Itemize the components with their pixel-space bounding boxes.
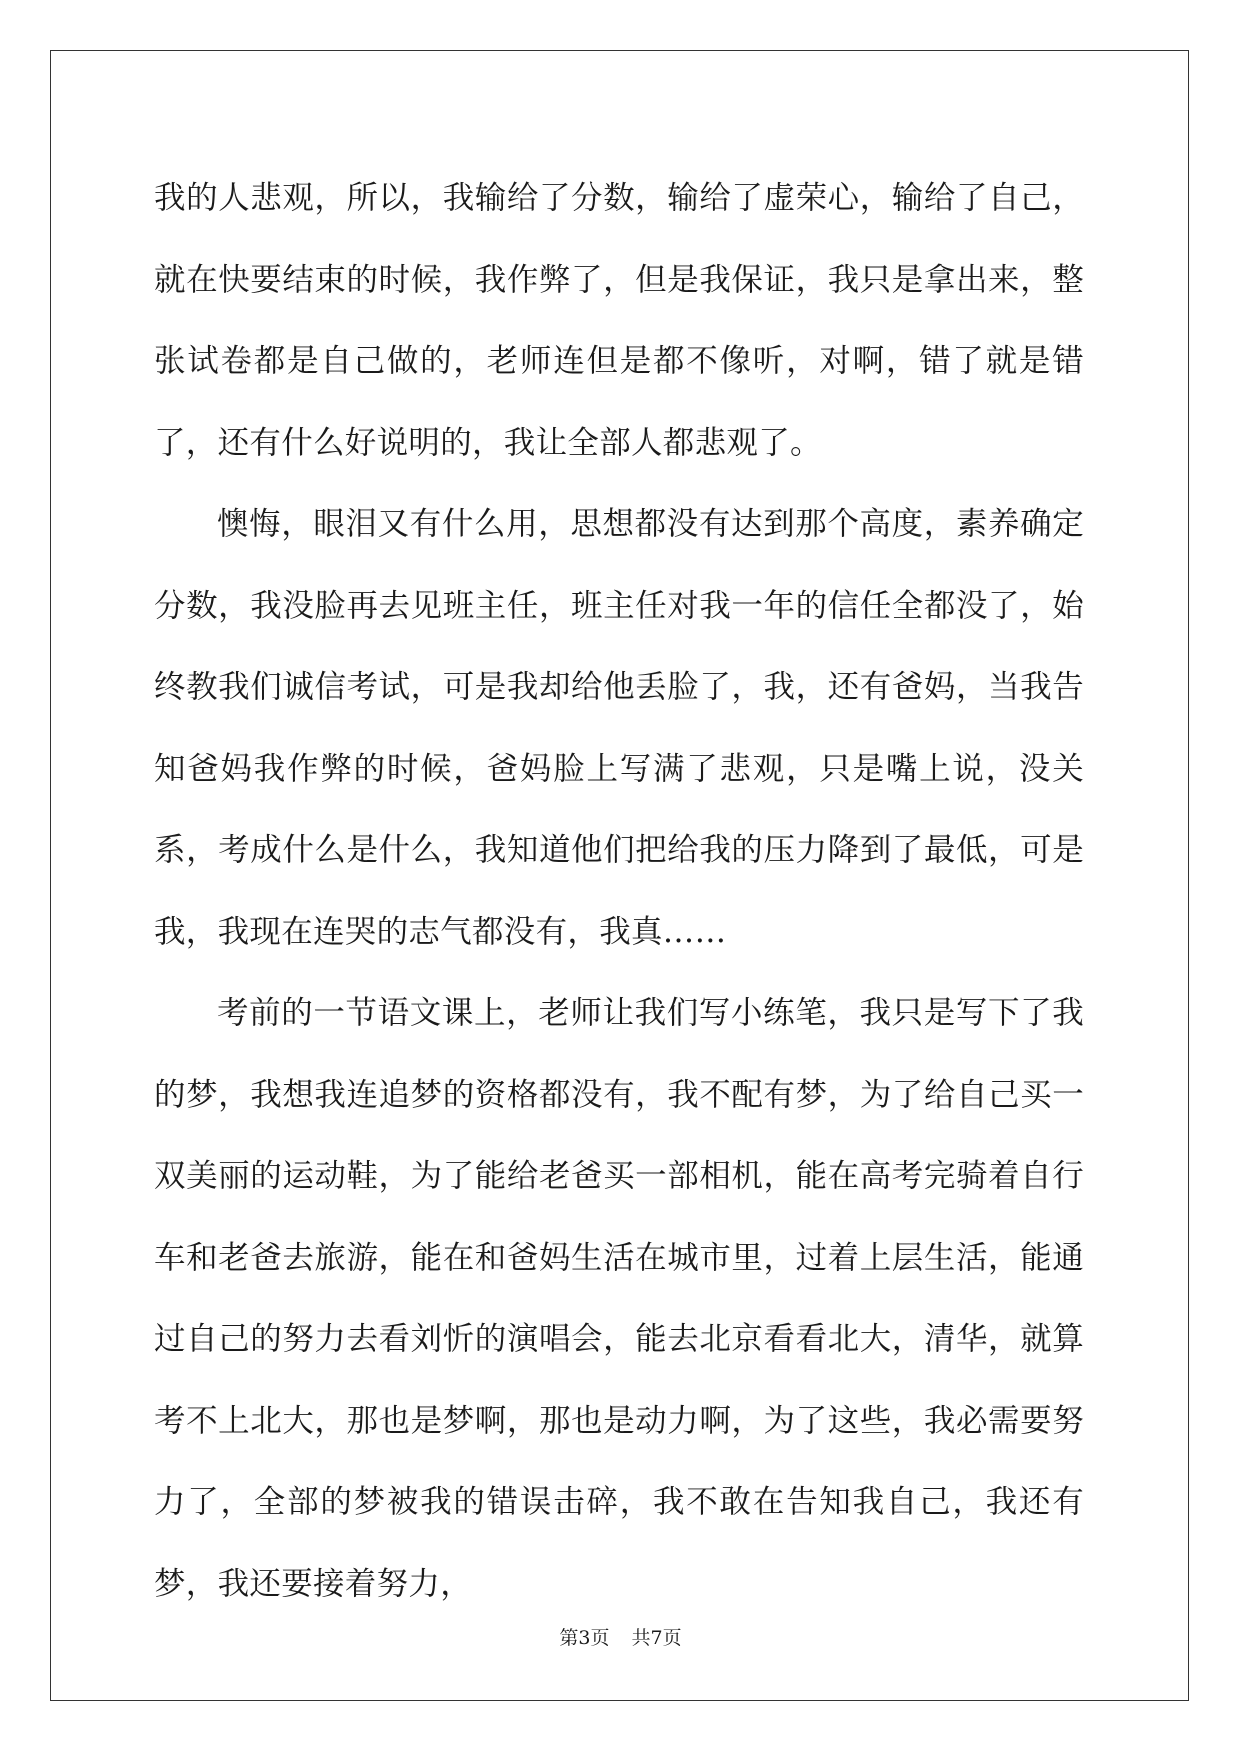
document-body — [154, 158, 1084, 1625]
paragraph-1: 我的人悲观，所以，我输给了分数，输给了虚荣心，输给了自己，就在快要结束的时候，我作弊了，但是我保证，我只是拿出来，整张试卷都是自己做的，老师连但是都不像听，对啊，错了就是错了，还有什么好说明的，我让全部人都悲观了。 — [154, 180, 1084, 461]
current-page-label: 第3页 — [559, 1627, 610, 1649]
paragraph-3: 考前的一节语文课上，老师让我们写小练笔，我只是写下了我的梦，我想我连追梦的资格都没有，我不配有梦，为了给自己买一双美丽的运动鞋，为了能给老爸买一部相机，能在高考完骑着自行车和老爸去旅游，能在和爸妈生活在城市里，过着上层生活，能通过自己的努力去看刘忻的演唱会，能去北京看看北大，清华，就算考不上北大，那也是梦啊，那也是动力啊，为了这些，我必需要努力了，全部的梦被我的错误击碎，我不敢在告知我自己，我还有梦，我还要接着努力， — [154, 995, 1084, 1602]
total-pages-label: 共7页 — [631, 1627, 682, 1649]
paragraph-2: 懊悔，眼泪又有什么用，思想都没有达到那个高度，素养确定分数，我没脸再去见班主任，班主任对我一年的信任全都没了，始终教我们诚信考试，可是我却给他丢脸了，我，还有爸妈，当我告知爸妈我作弊的时候，爸妈脸上写满了悲观，只是嘴上说，没关系，考成什么是什么，我知道他们把给我的压力降到了最低，可是我，我现在连哭的志气都没有，我真…… — [154, 506, 1084, 950]
page-footer — [0, 1623, 1241, 1650]
